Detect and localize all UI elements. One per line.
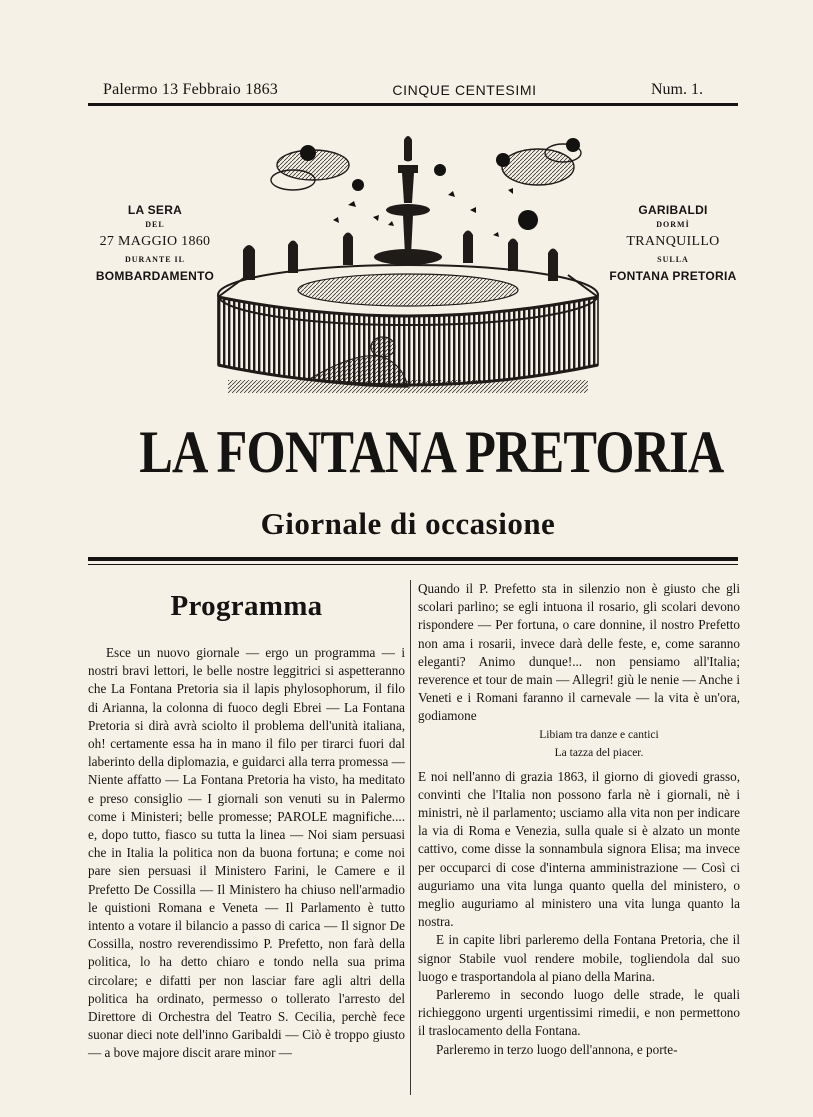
article-paragraph: Esce un nuovo giornale — ergo un programma — i nostri bravi lettori, le belle nostre leggitrici si aspetteranno che La Fontana Pretoria sia il lapis phylosophorum, il filo di Arianna, la colonna di fuoco degli Ebrei — La Fontana Pretoria si dirà avrà sciolto il problema dell'unità italiana, oh! certamente essa ha in mano il filo per tirarci fuori dal laberinto della diplomazia, e guidarci alla terra promessa — Niente affatto — La Fontana Pretoria ha visto, ha meditato e preso consiglio — I giornali son venuti su in Palermo come i Ministeri; belle promesse; PAROLE magnifiche.... e, dopo tutto, fiasco su tutta la linea — Noi siam persuasi che in Italia la politica non da buona fortuna; e come noi pare sien persuasi il Ministero Farini, le Camere e il Prefetto De Cossilla — Il Ministero ha chiuso nell'armadio le quistioni Romana e Veneta — Il Parlamento è tutto intento a votare il bilancio a passo di carica — Il signor De Cossilla, nostro reverendissimo P. Prefetto, non farà della politica, lo ha detto chiaro e tondo nella sua prima circolare; e difatti per non lasciar fare agli altri della politica ha ordinato, permesso o tollerato l'arresto del Direttore di Orchestra del Teatro S. Cecilia, perchè fece suonar dieci note dell'inno Garibaldi — Ciò è troppo giusto — a bove majore discit arare minor — [88, 645, 405, 1061]
verse-line: La tazza del piacer. [554, 746, 644, 759]
left-caption-line: DURANTE IL [124, 255, 185, 264]
article-heading: Programma [170, 590, 323, 622]
masthead-title: LA FONTANA PRETORIA [139, 419, 724, 485]
right-caption-line: SULLA [657, 255, 689, 264]
right-caption-line: FONTANA PRETORIA [609, 269, 737, 283]
right-column [418, 580, 740, 1059]
fountain-engraving [208, 125, 608, 400]
right-caption-line: GARIBALDI [638, 203, 708, 217]
right-caption-line: DORMÌ [656, 220, 690, 229]
issue-number: Num. 1. [650, 81, 703, 98]
right-caption-line: TRANQUILLO [626, 234, 720, 249]
issue-price: CINQUE CENTESIMI [392, 82, 537, 98]
left-column [88, 580, 405, 1063]
left-caption-line: BOMBARDAMENTO [95, 269, 215, 283]
article-paragraph: Parleremo in terzo luogo dell'annona, e porte- [436, 1041, 678, 1057]
left-caption-line: DEL [145, 220, 165, 229]
article-paragraph: Parleremo in secondo luogo delle strade, le quali richieggono urgenti urgentissimi rimedii, e non permettono il traslocamento della Fontana. [418, 987, 740, 1039]
article-paragraph: Quando il P. Prefetto sta in silenzio non è giusto che gli scolari parlino; se egli intuona il rosario, gli scolari devono rispondere — Per fortuna, o care donnine, il nostro Prefetto non ama i rosarii, invece darà delle feste, e, come saranno eleganti? Animo dunque!... non pensiamo all'Italia; reverence et tour de main — Allegri! giù le nenie — Anche i Veneti e i Romani faranno il carnevale — la vita è un'ora, godiamone [418, 581, 740, 724]
masthead-rule-thick [88, 557, 738, 561]
left-caption-line: LA SERA [127, 203, 183, 217]
verse-line: Libiam tra danze e cantici [539, 728, 659, 741]
right-caption [598, 202, 748, 288]
issue-date: Palermo 13 Febbraio 1863 [103, 81, 278, 98]
dateline [103, 80, 703, 100]
masthead-rule-thin [88, 564, 738, 565]
column-divider [410, 580, 411, 1095]
article-paragraph: E noi nell'anno di grazia 1863, il giorno di giovedi grasso, convinti che l'Italia non possono farla nè i giornali, nè i ministri, nè il parlamento; usciamo alla vita non per indicare la via di Roma e Venezia, sulla quale si è alzato un monte cattivo, come disse la sonnambula signora Elisa; ma invece per occuparci di cose d'interna amministrazione — Così ci auguriamo una vita lunga quanto quella del ministero, o meglio auguriamo al ministero una vita lunga quanto la nostra. [418, 768, 740, 930]
article-paragraph: E in capite libri parleremo della Fontana Pretoria, che il signor Stabile vuol rendere mobile, togliendola dal suo luogo e trasportandola al piano della Marina. [418, 932, 740, 984]
dateline-rule [88, 103, 738, 106]
masthead-subtitle: Giornale di occasione [260, 506, 556, 541]
left-caption-line: 27 MAGGIO 1860 [99, 234, 211, 249]
